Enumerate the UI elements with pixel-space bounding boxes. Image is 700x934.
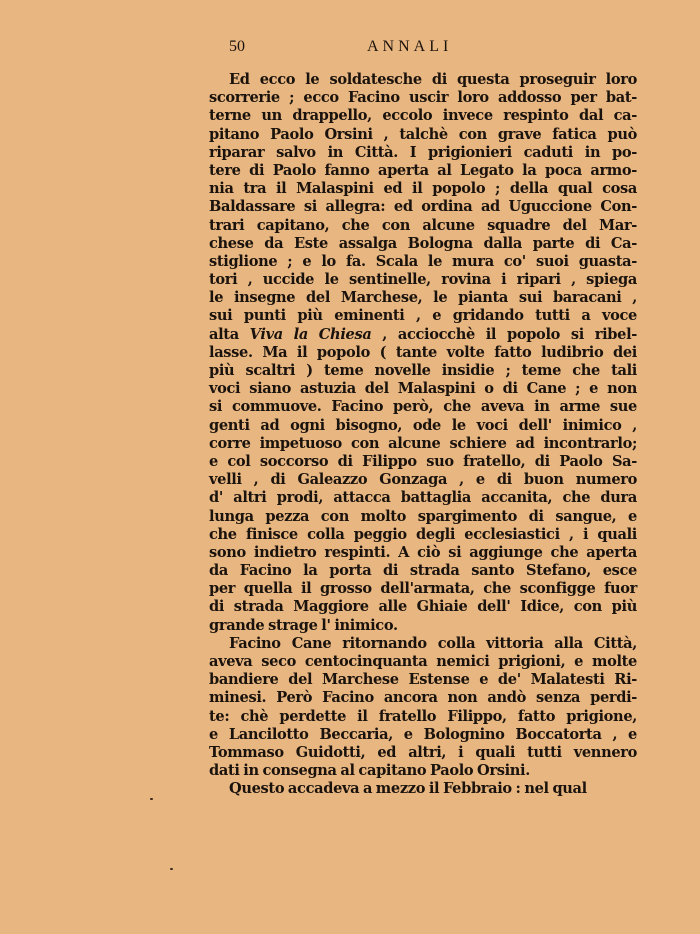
text-line: sui punti più eminenti , e gridando tutti a voce: [209, 307, 637, 325]
text-line: trari capitano, che con alcune squadre del Mar-: [209, 216, 637, 234]
page-number: 50: [229, 38, 245, 55]
text-line: più scaltri ) teme novelle insidie ; teme che tali: [209, 362, 637, 379]
text-line: velli , di Galeazzo Gonzaga , e di buon numero: [209, 471, 637, 489]
text-line: scorrerie ; ecco Facino uscir loro addosso per bat-: [209, 89, 637, 107]
text-line: te: chè perdette il fratello Filippo, fatto prigione,: [209, 707, 637, 725]
text-line: stiglione ; e lo fa. Scala le mura co' suoi guasta-: [209, 252, 637, 270]
text-line: lunga pezza con molto spargimento di sangue, e: [209, 507, 637, 525]
body-text: [209, 71, 637, 799]
text-line: Baldassare si allegra: ed ordina ad Uguccione Con-: [209, 198, 637, 216]
text-line: bandiere del Marchese Estense e de' Malatesti Ri-: [209, 671, 637, 689]
text-line: le insegne del Marchese, le pianta sui baracani ,: [209, 289, 637, 307]
text-line: voci siano astuzia del Malaspini o di Cane ; e non: [209, 380, 637, 398]
emphasized-phrase: Viva la Chiesa: [249, 325, 372, 343]
text-line: aveva seco centocinquanta nemici prigioni, e molte: [209, 653, 637, 670]
text-line: si commuove. Facino però, che aveva in arme sue: [209, 398, 637, 416]
text-line: e col soccorso di Filippo suo fratello, di Paolo Sa-: [209, 452, 637, 470]
text-line: Questo accadeva a mezzo il Febbraio : nel qual: [229, 780, 587, 798]
text-line: dati in consegna al capitano Paolo Orsini.: [209, 762, 530, 780]
running-head: ANNALI: [367, 38, 453, 55]
text-line: alta Viva la Chiesa , acciocchè il popolo si ribel-: [209, 325, 637, 343]
paper-speck: [150, 798, 153, 800]
text-line: e Lancilotto Beccaria, e Bolognino Boccatorta , e: [209, 725, 637, 743]
text-line: nia tra il Malaspini ed il popolo ; della qual cosa: [209, 180, 637, 198]
text-line: d' altri prodi, attacca battaglia accanita, che dura: [209, 489, 637, 507]
text-line: pitano Paolo Orsini , talchè con grave fatica può: [209, 125, 637, 143]
page-header: [209, 38, 637, 62]
text-line: che finisce colla peggio degli ecclesiastici , i quali: [209, 525, 637, 543]
text-line: sono indietro respinti. A ciò si aggiunge che aperta: [209, 543, 637, 561]
text-line: da Facino la porta di strada santo Stefano, esce: [209, 562, 637, 580]
text-line: Tommaso Guidotti, ed altri, i quali tutti vennero: [209, 743, 637, 761]
text-line: lasse. Ma il popolo ( tante volte fatto ludibrio dei: [209, 343, 637, 361]
text-line: per quella il grosso dell'armata, che sconfigge fuor: [209, 580, 637, 598]
text-line: chese da Este assalga Bologna dalla parte di Ca-: [209, 234, 637, 252]
paper-speck: [170, 868, 173, 870]
text-line: grande strage l' inimico.: [209, 616, 398, 634]
text-line: genti ad ogni bisogno, ode le voci dell' inimico ,: [209, 416, 637, 434]
text-line: terne un drappello, eccolo invece respinto dal ca-: [209, 107, 637, 125]
text-line: tere di Paolo fanno aperta al Legato la poca armo-: [209, 161, 637, 179]
text-line: minesi. Però Facino ancora non andò senza perdi-: [209, 689, 637, 707]
text-line: Ed ecco le soldatesche di questa proseguir loro: [229, 71, 637, 88]
text-line: Facino Cane ritornando colla vittoria alla Città,: [229, 634, 637, 652]
text-line: di strada Maggiore alle Ghiaie dell' Idice, con più: [209, 598, 637, 616]
text-line: tori , uccide le sentinelle, rovina i ripari , spiega: [209, 271, 637, 289]
text-line: riparar salvo in Città. I prigionieri caduti in po-: [209, 143, 637, 161]
text-line: corre impetuoso con alcune schiere ad incontrarlo;: [209, 434, 637, 452]
